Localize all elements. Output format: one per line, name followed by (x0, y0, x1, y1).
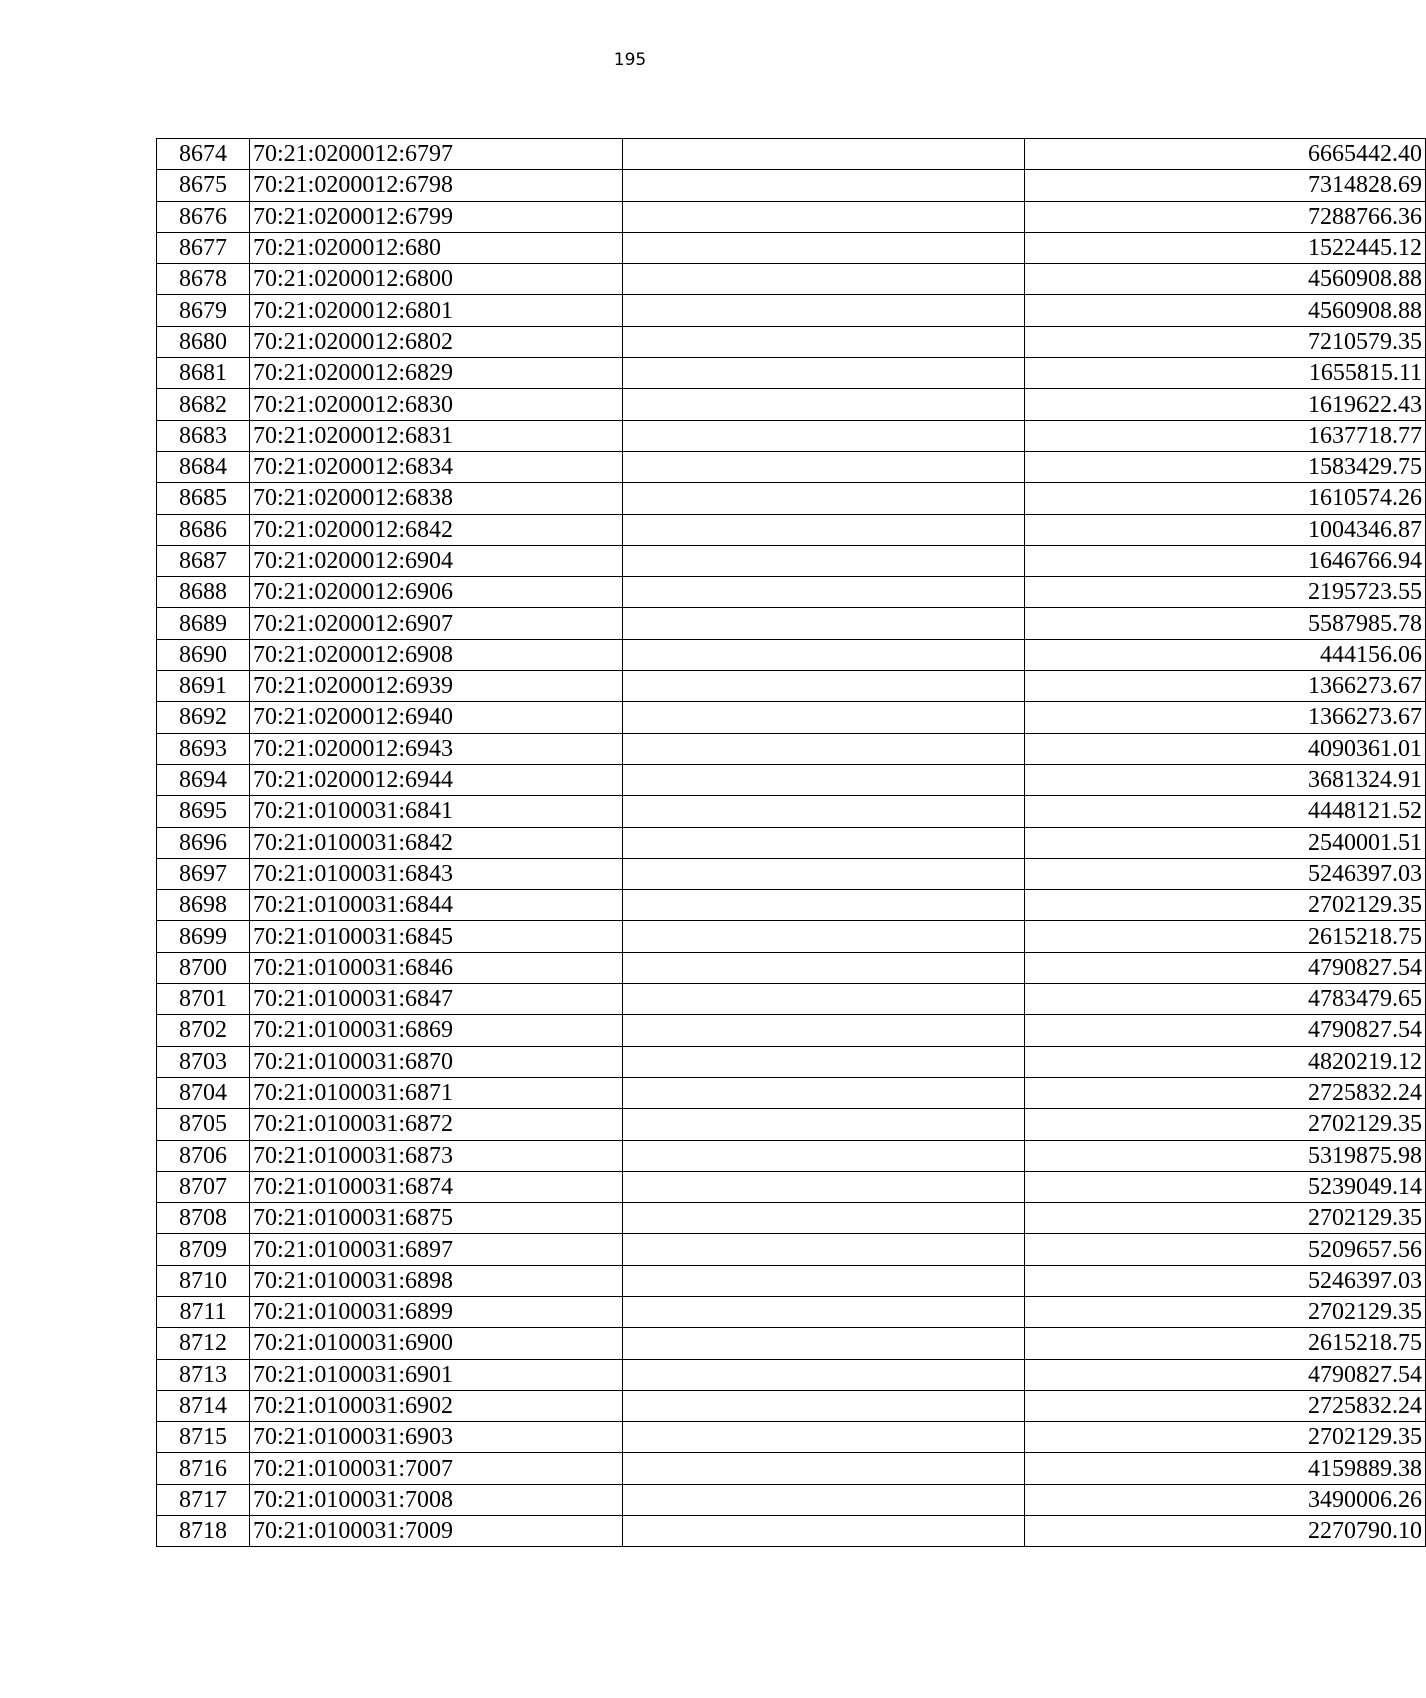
empty-cell (623, 545, 1025, 576)
empty-cell (623, 890, 1025, 921)
value-cell: 4090361.01 (1025, 733, 1426, 764)
value-cell: 3681324.91 (1025, 764, 1426, 795)
value-cell: 4790827.54 (1025, 1359, 1426, 1390)
table-row (157, 1046, 1426, 1077)
row-number-cell: 8674 (157, 139, 250, 170)
value-cell: 7314828.69 (1025, 170, 1426, 201)
table-row (157, 577, 1426, 608)
cadastral-number-cell: 70:21:0200012:6829 (250, 358, 623, 389)
cadastral-number-cell: 70:21:0200012:6940 (250, 702, 623, 733)
row-number-cell: 8679 (157, 295, 250, 326)
value-cell: 2702129.35 (1025, 1296, 1426, 1327)
row-number-cell: 8707 (157, 1171, 250, 1202)
table-row (157, 1234, 1426, 1265)
cadastral-number-cell: 70:21:0100031:6874 (250, 1171, 623, 1202)
value-cell: 444156.06 (1025, 639, 1426, 670)
cadastral-number-cell: 70:21:0100031:6899 (250, 1296, 623, 1327)
cadastral-number-cell: 70:21:0200012:6939 (250, 671, 623, 702)
row-number-cell: 8690 (157, 639, 250, 670)
value-cell: 5239049.14 (1025, 1171, 1426, 1202)
value-cell: 1655815.11 (1025, 358, 1426, 389)
cadastral-number-cell: 70:21:0100031:7009 (250, 1516, 623, 1547)
row-number-cell: 8694 (157, 764, 250, 795)
cadastral-number-cell: 70:21:0100031:6900 (250, 1328, 623, 1359)
empty-cell (623, 858, 1025, 889)
value-cell: 2702129.35 (1025, 1203, 1426, 1234)
row-number-cell: 8683 (157, 420, 250, 451)
row-number-cell: 8718 (157, 1516, 250, 1547)
row-number-cell: 8691 (157, 671, 250, 702)
empty-cell (623, 984, 1025, 1015)
row-number-cell: 8712 (157, 1328, 250, 1359)
empty-cell (623, 1516, 1025, 1547)
value-cell: 4790827.54 (1025, 1015, 1426, 1046)
table-row (157, 702, 1426, 733)
cadastral-number-cell: 70:21:0200012:6943 (250, 733, 623, 764)
table-row (157, 858, 1426, 889)
table-row (157, 1015, 1426, 1046)
cadastral-number-cell: 70:21:0200012:6800 (250, 264, 623, 295)
table-row (157, 1484, 1426, 1515)
table-row (157, 984, 1426, 1015)
cadastral-number-cell: 70:21:0100031:6902 (250, 1390, 623, 1421)
row-number-cell: 8717 (157, 1484, 250, 1515)
cadastral-number-cell: 70:21:0100031:6897 (250, 1234, 623, 1265)
empty-cell (623, 608, 1025, 639)
empty-cell (623, 1296, 1025, 1327)
empty-cell (623, 1015, 1025, 1046)
cadastral-number-cell: 70:21:0200012:6908 (250, 639, 623, 670)
cadastral-number-cell: 70:21:0100031:6841 (250, 796, 623, 827)
empty-cell (623, 702, 1025, 733)
empty-cell (623, 264, 1025, 295)
table-row (157, 1203, 1426, 1234)
cadastral-number-cell: 70:21:0100031:6846 (250, 952, 623, 983)
empty-cell (623, 1109, 1025, 1140)
table-row (157, 389, 1426, 420)
row-number-cell: 8696 (157, 827, 250, 858)
value-cell: 4790827.54 (1025, 952, 1426, 983)
table-row (157, 326, 1426, 357)
row-number-cell: 8701 (157, 984, 250, 1015)
value-cell: 2540001.51 (1025, 827, 1426, 858)
table-row (157, 420, 1426, 451)
table-row (157, 1328, 1426, 1359)
table-row (157, 639, 1426, 670)
table-row (157, 1171, 1426, 1202)
value-cell: 1610574.26 (1025, 483, 1426, 514)
row-number-cell: 8716 (157, 1453, 250, 1484)
row-number-cell: 8706 (157, 1140, 250, 1171)
cadastral-number-cell: 70:21:0200012:6799 (250, 201, 623, 232)
row-number-cell: 8698 (157, 890, 250, 921)
table-row (157, 1390, 1426, 1421)
cadastral-number-cell: 70:21:0200012:6798 (250, 170, 623, 201)
cadastral-number-cell: 70:21:0100031:6901 (250, 1359, 623, 1390)
table-row (157, 1359, 1426, 1390)
value-cell: 1583429.75 (1025, 451, 1426, 482)
cadastral-number-cell: 70:21:0200012:6944 (250, 764, 623, 795)
table-row (157, 921, 1426, 952)
empty-cell (623, 514, 1025, 545)
value-cell: 7210579.35 (1025, 326, 1426, 357)
row-number-cell: 8710 (157, 1265, 250, 1296)
empty-cell (623, 1265, 1025, 1296)
empty-cell (623, 1453, 1025, 1484)
table-row (157, 952, 1426, 983)
table-row (157, 545, 1426, 576)
empty-cell (623, 921, 1025, 952)
cadastral-number-cell: 70:21:0200012:6834 (250, 451, 623, 482)
row-number-cell: 8688 (157, 577, 250, 608)
row-number-cell: 8678 (157, 264, 250, 295)
row-number-cell: 8676 (157, 201, 250, 232)
cadastral-number-cell: 70:21:0200012:6842 (250, 514, 623, 545)
row-number-cell: 8682 (157, 389, 250, 420)
empty-cell (623, 952, 1025, 983)
empty-cell (623, 139, 1025, 170)
table-row (157, 264, 1426, 295)
row-number-cell: 8681 (157, 358, 250, 389)
table-row (157, 232, 1426, 263)
row-number-cell: 8703 (157, 1046, 250, 1077)
row-number-cell: 8684 (157, 451, 250, 482)
row-number-cell: 8693 (157, 733, 250, 764)
value-cell: 2195723.55 (1025, 577, 1426, 608)
cadastral-number-cell: 70:21:0200012:6830 (250, 389, 623, 420)
row-number-cell: 8695 (157, 796, 250, 827)
cadastral-value-table (156, 138, 1426, 1547)
cadastral-number-cell: 70:21:0100031:6845 (250, 921, 623, 952)
empty-cell (623, 1140, 1025, 1171)
row-number-cell: 8714 (157, 1390, 250, 1421)
table-row (157, 201, 1426, 232)
table-row (157, 827, 1426, 858)
table-row (157, 608, 1426, 639)
cadastral-number-cell: 70:21:0100031:6844 (250, 890, 623, 921)
table-row (157, 733, 1426, 764)
row-number-cell: 8680 (157, 326, 250, 357)
cadastral-number-cell: 70:21:0100031:6903 (250, 1422, 623, 1453)
table-row (157, 514, 1426, 545)
cadastral-number-cell: 70:21:0200012:680 (250, 232, 623, 263)
table-row (157, 671, 1426, 702)
value-cell: 4820219.12 (1025, 1046, 1426, 1077)
empty-cell (623, 733, 1025, 764)
empty-cell (623, 1203, 1025, 1234)
empty-cell (623, 201, 1025, 232)
cadastral-number-cell: 70:21:0100031:6872 (250, 1109, 623, 1140)
value-cell: 1522445.12 (1025, 232, 1426, 263)
row-number-cell: 8704 (157, 1077, 250, 1108)
table-row (157, 1109, 1426, 1140)
empty-cell (623, 1171, 1025, 1202)
empty-cell (623, 1359, 1025, 1390)
row-number-cell: 8685 (157, 483, 250, 514)
value-cell: 2270790.10 (1025, 1516, 1426, 1547)
empty-cell (623, 1484, 1025, 1515)
row-number-cell: 8705 (157, 1109, 250, 1140)
row-number-cell: 8687 (157, 545, 250, 576)
cadastral-number-cell: 70:21:0200012:6831 (250, 420, 623, 451)
value-cell: 4159889.38 (1025, 1453, 1426, 1484)
value-cell: 2725832.24 (1025, 1077, 1426, 1108)
empty-cell (623, 1046, 1025, 1077)
table-row (157, 1296, 1426, 1327)
table-body (157, 139, 1426, 1547)
value-cell: 5209657.56 (1025, 1234, 1426, 1265)
value-cell: 2702129.35 (1025, 890, 1426, 921)
value-cell: 6665442.40 (1025, 139, 1426, 170)
row-number-cell: 8715 (157, 1422, 250, 1453)
cadastral-number-cell: 70:21:0200012:6906 (250, 577, 623, 608)
table-row (157, 170, 1426, 201)
empty-cell (623, 170, 1025, 201)
empty-cell (623, 764, 1025, 795)
value-cell: 1637718.77 (1025, 420, 1426, 451)
row-number-cell: 8675 (157, 170, 250, 201)
empty-cell (623, 295, 1025, 326)
row-number-cell: 8697 (157, 858, 250, 889)
value-cell: 1004346.87 (1025, 514, 1426, 545)
table-row (157, 295, 1426, 326)
empty-cell (623, 796, 1025, 827)
row-number-cell: 8702 (157, 1015, 250, 1046)
row-number-cell: 8708 (157, 1203, 250, 1234)
table-row (157, 1453, 1426, 1484)
table-row (157, 483, 1426, 514)
value-cell: 5246397.03 (1025, 1265, 1426, 1296)
value-cell: 1366273.67 (1025, 671, 1426, 702)
table-row (157, 139, 1426, 170)
cadastral-number-cell: 70:21:0100031:6871 (250, 1077, 623, 1108)
empty-cell (623, 420, 1025, 451)
value-cell: 1366273.67 (1025, 702, 1426, 733)
table-row (157, 1422, 1426, 1453)
value-cell: 5587985.78 (1025, 608, 1426, 639)
value-cell: 7288766.36 (1025, 201, 1426, 232)
empty-cell (623, 483, 1025, 514)
empty-cell (623, 451, 1025, 482)
table-row (157, 1516, 1426, 1547)
cadastral-number-cell: 70:21:0100031:6875 (250, 1203, 623, 1234)
value-cell: 2615218.75 (1025, 921, 1426, 952)
value-cell: 5246397.03 (1025, 858, 1426, 889)
cadastral-number-cell: 70:21:0100031:6873 (250, 1140, 623, 1171)
empty-cell (623, 827, 1025, 858)
table-row (157, 764, 1426, 795)
row-number-cell: 8713 (157, 1359, 250, 1390)
cadastral-number-cell: 70:21:0200012:6904 (250, 545, 623, 576)
empty-cell (623, 1328, 1025, 1359)
row-number-cell: 8692 (157, 702, 250, 733)
cadastral-number-cell: 70:21:0200012:6838 (250, 483, 623, 514)
value-cell: 4448121.52 (1025, 796, 1426, 827)
empty-cell (623, 671, 1025, 702)
empty-cell (623, 326, 1025, 357)
cadastral-number-cell: 70:21:0100031:7008 (250, 1484, 623, 1515)
cadastral-number-cell: 70:21:0100031:6898 (250, 1265, 623, 1296)
empty-cell (623, 1077, 1025, 1108)
value-cell: 4560908.88 (1025, 264, 1426, 295)
row-number-cell: 8689 (157, 608, 250, 639)
row-number-cell: 8709 (157, 1234, 250, 1265)
empty-cell (623, 358, 1025, 389)
table-row (157, 1265, 1426, 1296)
cadastral-number-cell: 70:21:0100031:6847 (250, 984, 623, 1015)
value-cell: 2615218.75 (1025, 1328, 1426, 1359)
empty-cell (623, 639, 1025, 670)
cadastral-number-cell: 70:21:0100031:6870 (250, 1046, 623, 1077)
value-cell: 4560908.88 (1025, 295, 1426, 326)
cadastral-number-cell: 70:21:0200012:6907 (250, 608, 623, 639)
table-row (157, 796, 1426, 827)
row-number-cell: 8686 (157, 514, 250, 545)
value-cell: 2702129.35 (1025, 1422, 1426, 1453)
cadastral-number-cell: 70:21:0100031:7007 (250, 1453, 623, 1484)
value-cell: 5319875.98 (1025, 1140, 1426, 1171)
cadastral-number-cell: 70:21:0200012:6801 (250, 295, 623, 326)
cadastral-number-cell: 70:21:0100031:6843 (250, 858, 623, 889)
value-cell: 2725832.24 (1025, 1390, 1426, 1421)
cadastral-number-cell: 70:21:0100031:6842 (250, 827, 623, 858)
value-cell: 1619622.43 (1025, 389, 1426, 420)
empty-cell (623, 389, 1025, 420)
value-cell: 1646766.94 (1025, 545, 1426, 576)
value-cell: 2702129.35 (1025, 1109, 1426, 1140)
cadastral-number-cell: 70:21:0200012:6802 (250, 326, 623, 357)
value-cell: 3490006.26 (1025, 1484, 1426, 1515)
row-number-cell: 8677 (157, 232, 250, 263)
table-row (157, 1077, 1426, 1108)
empty-cell (623, 1422, 1025, 1453)
table-row (157, 451, 1426, 482)
empty-cell (623, 232, 1025, 263)
empty-cell (623, 1234, 1025, 1265)
empty-cell (623, 577, 1025, 608)
cadastral-number-cell: 70:21:0100031:6869 (250, 1015, 623, 1046)
value-cell: 4783479.65 (1025, 984, 1426, 1015)
row-number-cell: 8700 (157, 952, 250, 983)
table-row (157, 890, 1426, 921)
page-number: 195 (613, 50, 647, 70)
table-row (157, 358, 1426, 389)
empty-cell (623, 1390, 1025, 1421)
row-number-cell: 8699 (157, 921, 250, 952)
table-row (157, 1140, 1426, 1171)
row-number-cell: 8711 (157, 1296, 250, 1327)
cadastral-number-cell: 70:21:0200012:6797 (250, 139, 623, 170)
